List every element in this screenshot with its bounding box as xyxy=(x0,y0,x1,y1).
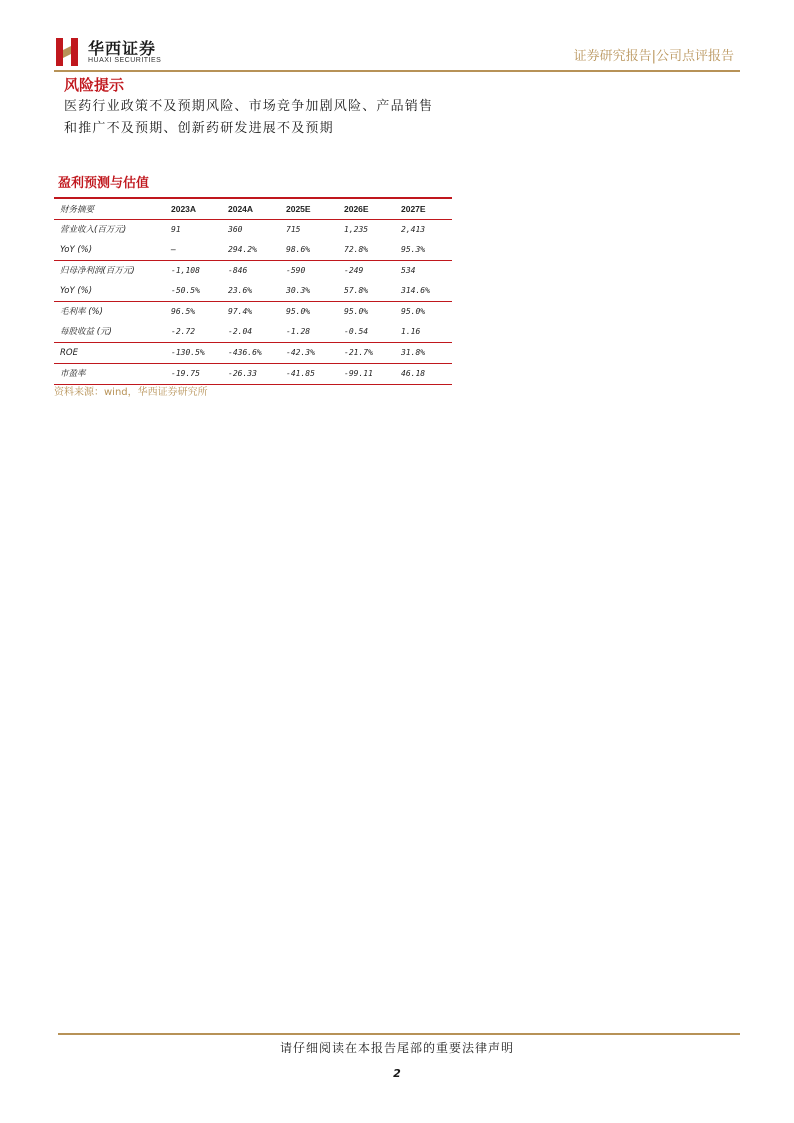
table-cell: -130.5% xyxy=(171,348,205,357)
table-cell: 98.6% xyxy=(286,245,311,254)
table-cell: 95.0% xyxy=(286,307,311,316)
legal-notice: 请仔细阅读在本报告尾部的重要法律声明 xyxy=(279,1041,514,1055)
table-cell: 31.8% xyxy=(401,348,426,357)
table-header-row xyxy=(54,199,452,220)
footer-divider xyxy=(58,1033,740,1035)
table-cell: -50.5% xyxy=(171,286,200,295)
table-cell: 72.8% xyxy=(344,245,369,254)
table-cell: -436.6% xyxy=(228,348,262,357)
risk-text-line: 医药行业政策不及预期风险、市场竞争加剧风险、产品销售 xyxy=(64,99,434,114)
table-cell: 30.3% xyxy=(286,286,311,295)
page-number: 2 xyxy=(393,1067,401,1080)
logo-english-name: HUAXI SECURITIES xyxy=(88,57,162,64)
table-cell: -1,108 xyxy=(171,266,200,275)
table-cell: -99.11 xyxy=(344,369,373,378)
risk-text-line: 和推广不及预期、创新药研发进展不及预期 xyxy=(64,121,334,136)
table-cell: 534 xyxy=(401,266,416,275)
table-cell: 95.3% xyxy=(401,245,426,254)
table-row xyxy=(54,301,452,322)
table-cell: 360 xyxy=(228,225,243,234)
table-cell: 294.2% xyxy=(228,245,257,254)
row-label: 每股收益 (元) xyxy=(60,327,112,337)
header-cell: 2026E xyxy=(344,204,369,214)
table-cell: 314.6% xyxy=(401,286,430,295)
table-cell: 95.0% xyxy=(401,307,426,316)
table-cell: 57.8% xyxy=(344,286,369,295)
table-source-note: 资料来源：wind，华西证券研究所 xyxy=(54,387,208,398)
table-cell: 91 xyxy=(171,225,181,234)
table-cell: 96.5% xyxy=(171,307,196,316)
table-cell: -42.3% xyxy=(286,348,315,357)
table-cell: 2,413 xyxy=(401,225,426,234)
table-row xyxy=(54,220,452,240)
table-cell: 715 xyxy=(286,225,301,234)
header-cell: 2025E xyxy=(286,204,311,214)
header-cell: 2027E xyxy=(401,204,426,214)
table-cell: -2.72 xyxy=(171,327,196,336)
table-cell: -41.85 xyxy=(286,369,315,378)
row-label: 毛利率 (%) xyxy=(60,307,103,317)
header-cell: 2023A xyxy=(171,204,197,214)
table-cell: 1.16 xyxy=(401,327,421,336)
header-divider xyxy=(54,70,740,72)
logo-chinese-name: 华西证券 xyxy=(88,39,157,58)
table-cell: -0.54 xyxy=(344,327,369,336)
row-label: YoY (%) xyxy=(60,245,93,255)
table-cell: 1,235 xyxy=(344,225,369,234)
table-cell: -21.7% xyxy=(344,348,373,357)
table-cell: -1.28 xyxy=(286,327,311,336)
company-logo xyxy=(54,36,174,70)
table-row xyxy=(54,281,452,301)
table-cell: — xyxy=(171,245,176,254)
table-cell: -19.75 xyxy=(171,369,200,378)
table-cell: -846 xyxy=(228,266,248,275)
table-cell: 95.0% xyxy=(344,307,369,316)
table-cell: -249 xyxy=(344,266,364,275)
table-cell: -26.33 xyxy=(228,369,257,378)
table-row xyxy=(54,322,452,342)
table-row xyxy=(54,363,452,385)
report-type-label: 证券研究报告|公司点评报告 xyxy=(573,49,734,64)
huaxi-logo-icon xyxy=(54,36,82,68)
table-title: 盈利预测与估值 xyxy=(58,176,150,191)
row-label: 市盈率 xyxy=(60,369,86,379)
table-cell: 46.18 xyxy=(401,369,426,378)
table-cell: 97.4% xyxy=(228,307,253,316)
row-label: 营业收入(百万元) xyxy=(60,225,127,235)
header-cell: 财务摘要 xyxy=(60,204,95,214)
header-cell: 2024A xyxy=(228,204,254,214)
row-label: YoY (%) xyxy=(60,286,93,296)
row-label: 归母净利润(百万元) xyxy=(60,266,135,276)
financial-forecast-table xyxy=(54,199,452,385)
table-cell: 23.6% xyxy=(228,286,253,295)
risk-section-title: 风险提示 xyxy=(64,76,125,94)
table-cell: -590 xyxy=(286,266,306,275)
risk-section-text xyxy=(64,96,444,140)
table-row xyxy=(54,260,452,281)
table-row xyxy=(54,240,452,260)
row-label: ROE xyxy=(60,348,78,358)
table-cell: -2.04 xyxy=(228,327,253,336)
table-row xyxy=(54,342,452,363)
